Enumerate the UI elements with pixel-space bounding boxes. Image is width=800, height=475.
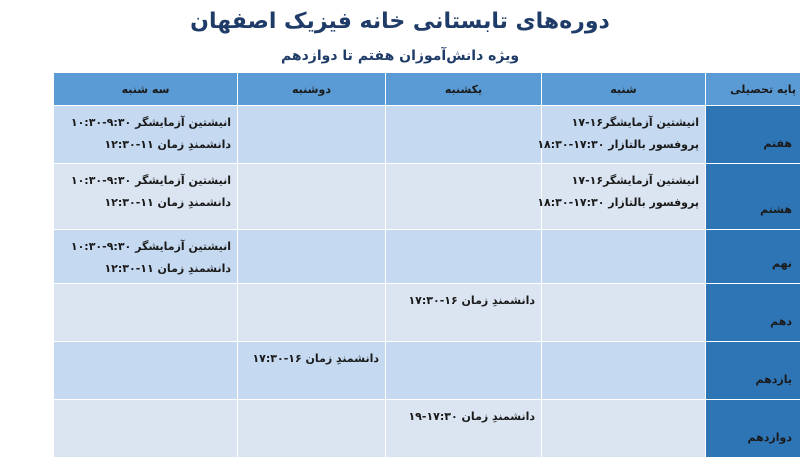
- class-entry: انیشتین آزمایشگر ۹:۳۰-۱۰:۳۰: [70, 174, 231, 187]
- table-row: [54, 106, 800, 164]
- class-entry: پروفسور بالتازار ۱۷:۳۰-۱۸:۳۰: [537, 196, 699, 209]
- monday-cell: [238, 106, 386, 164]
- table-row: [54, 164, 800, 230]
- sunday-cell: [386, 342, 542, 400]
- class-entry: دانشمندِ زمان ۱۱-۱۲:۳۰: [104, 262, 231, 275]
- sunday-cell: [386, 106, 542, 164]
- class-entry: انیشتین آزمایشگر۱۶-۱۷: [571, 174, 699, 187]
- sunday-cell: [386, 230, 542, 284]
- monday-cell: [238, 164, 386, 230]
- sunday-cell: [386, 284, 542, 342]
- monday-cell: [238, 342, 386, 400]
- class-entry: انیشتین آزمایشگر ۹:۳۰-۱۰:۳۰: [70, 240, 231, 253]
- monday-cell: [238, 230, 386, 284]
- page-title: دوره‌های تابستانی خانه فیزیک اصفهان: [190, 9, 610, 34]
- class-entry: پروفسور بالتازار ۱۷:۳۰-۱۸:۳۰: [537, 138, 699, 151]
- monday-cell: [238, 284, 386, 342]
- table-row: [54, 400, 800, 458]
- grade-cell: دوازدهم: [706, 400, 800, 458]
- sunday-cell: [386, 164, 542, 230]
- tuesday-cell: [54, 284, 238, 342]
- header-monday: دوشنبه: [238, 73, 386, 106]
- grade-cell: هفتم: [706, 106, 800, 164]
- class-entry: دانشمندِ زمان ۱۶-۱۷:۳۰: [252, 352, 379, 365]
- grade-cell: یازدهم: [706, 342, 800, 400]
- table-row: [54, 284, 800, 342]
- class-entry: دانشمندِ زمان ۱۷:۳۰-۱۹: [408, 410, 535, 423]
- header-tuesday: سه شنبه: [54, 73, 238, 106]
- sunday-cell: [386, 400, 542, 458]
- class-entry: دانشمندِ زمان ۱۱-۱۲:۳۰: [104, 138, 231, 151]
- tuesday-cell: [54, 342, 238, 400]
- saturday-cell: [542, 400, 706, 458]
- header-saturday: شنبه: [542, 73, 706, 106]
- tuesday-cell: [54, 106, 238, 164]
- table-row: [54, 230, 800, 284]
- saturday-cell: [542, 230, 706, 284]
- page-subtitle: ویژه دانش‌آموزان هفتم تا دوازدهم: [280, 48, 520, 64]
- table-row: [54, 342, 800, 400]
- saturday-cell: [537, 164, 706, 230]
- monday-cell: [238, 400, 386, 458]
- class-entry: انیشتین آزمایشگر ۹:۳۰-۱۰:۳۰: [70, 116, 231, 129]
- saturday-cell: [542, 284, 706, 342]
- saturday-cell: [537, 106, 706, 164]
- grade-cell: هشتم: [706, 164, 800, 230]
- grade-cell: نهم: [706, 230, 800, 284]
- header-sunday: یکشنبه: [386, 73, 542, 106]
- grade-cell: دهم: [706, 284, 800, 342]
- class-entry: دانشمندِ زمان ۱۶-۱۷:۳۰: [408, 294, 535, 307]
- header-grade: پایه تحصیلی: [706, 73, 800, 106]
- saturday-cell: [542, 342, 706, 400]
- tuesday-cell: [54, 164, 238, 230]
- class-entry: انیشتین آزمایشگر۱۶-۱۷: [571, 116, 699, 129]
- tuesday-cell: [54, 400, 238, 458]
- schedule-table: [53, 72, 800, 458]
- header-row: [54, 73, 800, 106]
- tuesday-cell: [54, 230, 238, 284]
- class-entry: دانشمندِ زمان ۱۱-۱۲:۳۰: [104, 196, 231, 209]
